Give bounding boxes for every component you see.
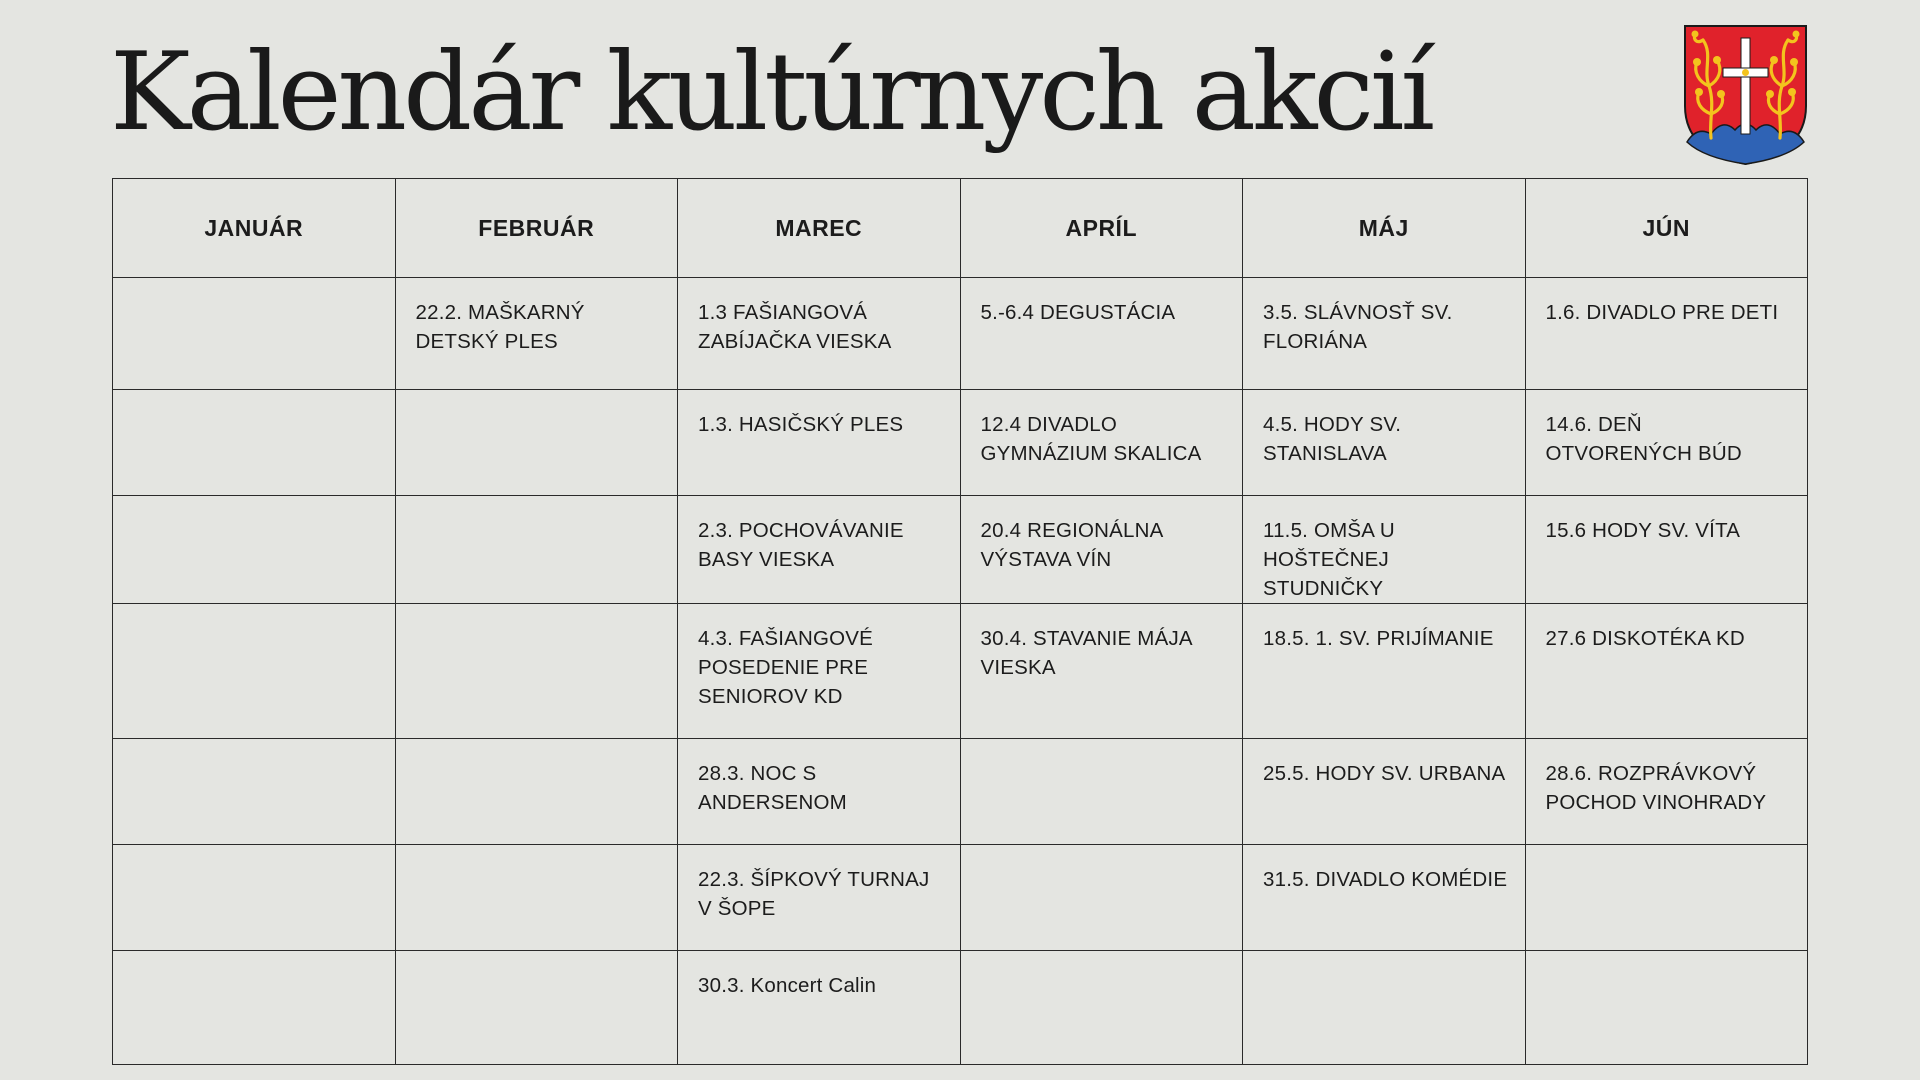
event-cell: 2.3. POCHOVÁVANIE BASY VIESKA xyxy=(678,496,961,604)
event-cell: 11.5. OMŠA U HOŠTEČNEJ STUDNIČKY xyxy=(1243,496,1526,604)
event-cell: 18.5. 1. SV. PRIJÍMANIE xyxy=(1243,604,1526,739)
event-cell xyxy=(113,739,396,845)
month-header-februar: FEBRUÁR xyxy=(395,179,678,278)
event-cell xyxy=(1525,845,1808,951)
table-row xyxy=(113,496,1808,604)
event-cell xyxy=(960,845,1243,951)
page-title: Kalendár kultúrnych akcií xyxy=(110,30,1432,155)
event-cell: 28.3. NOC S ANDERSENOM xyxy=(678,739,961,845)
month-header-april: APRÍL xyxy=(960,179,1243,278)
event-cell xyxy=(1525,951,1808,1065)
event-cell xyxy=(395,951,678,1065)
event-cell xyxy=(395,845,678,951)
event-cell: 28.6. ROZPRÁVKOVÝ POCHOD VINOHRADY xyxy=(1525,739,1808,845)
event-cell: 31.5. DIVADLO KOMÉDIE xyxy=(1243,845,1526,951)
event-cell xyxy=(113,496,396,604)
table-row xyxy=(113,604,1808,739)
table-row xyxy=(113,278,1808,390)
event-cell xyxy=(113,278,396,390)
event-cell: 20.4 REGIONÁLNA VÝSTAVA VÍN xyxy=(960,496,1243,604)
event-cell: 4.3. FAŠIANGOVÉ POSEDENIE PRE SENIOROV KD xyxy=(678,604,961,739)
event-cell xyxy=(960,739,1243,845)
event-cell: 30.3. Koncert Calin xyxy=(678,951,961,1065)
month-header-row xyxy=(113,179,1808,278)
event-cell xyxy=(395,496,678,604)
event-cell: 4.5. HODY SV. STANISLAVA xyxy=(1243,390,1526,496)
event-cell: 22.3. ŠÍPKOVÝ TURNAJ V ŠOPE xyxy=(678,845,961,951)
table-row xyxy=(113,845,1808,951)
month-header-marec: MAREC xyxy=(678,179,961,278)
event-cell xyxy=(113,390,396,496)
coat-of-arms-logo xyxy=(1683,24,1808,166)
event-cell: 3.5. SLÁVNOSŤ SV. FLORIÁNA xyxy=(1243,278,1526,390)
event-cell: 1.6. DIVADLO PRE DETI xyxy=(1525,278,1808,390)
event-cell: 30.4. STAVANIE MÁJA VIESKA xyxy=(960,604,1243,739)
event-cell: 15.6 HODY SV. VÍTA xyxy=(1525,496,1808,604)
table-row xyxy=(113,739,1808,845)
event-cell: 25.5. HODY SV. URBANA xyxy=(1243,739,1526,845)
event-cell xyxy=(113,951,396,1065)
event-cell: 5.-6.4 DEGUSTÁCIA xyxy=(960,278,1243,390)
table-row xyxy=(113,390,1808,496)
event-cell: 12.4 DIVADLO GYMNÁZIUM SKALICA xyxy=(960,390,1243,496)
event-cell xyxy=(1243,951,1526,1065)
event-cell: 14.6. DEŇ OTVORENÝCH BÚD xyxy=(1525,390,1808,496)
event-cell xyxy=(113,845,396,951)
event-cell xyxy=(395,604,678,739)
event-cell: 1.3. HASIČSKÝ PLES xyxy=(678,390,961,496)
event-cell xyxy=(395,739,678,845)
events-calendar-table xyxy=(112,178,1808,1065)
event-cell: 22.2. MAŠKARNÝ DETSKÝ PLES xyxy=(395,278,678,390)
month-header-januar: JANUÁR xyxy=(113,179,396,278)
event-cell: 27.6 DISKOTÉKA KD xyxy=(1525,604,1808,739)
month-header-maj: MÁJ xyxy=(1243,179,1526,278)
month-header-jun: JÚN xyxy=(1525,179,1808,278)
table-row xyxy=(113,951,1808,1065)
event-cell xyxy=(960,951,1243,1065)
event-cell: 1.3 FAŠIANGOVÁ ZABÍJAČKA VIESKA xyxy=(678,278,961,390)
event-cell xyxy=(113,604,396,739)
event-cell xyxy=(395,390,678,496)
